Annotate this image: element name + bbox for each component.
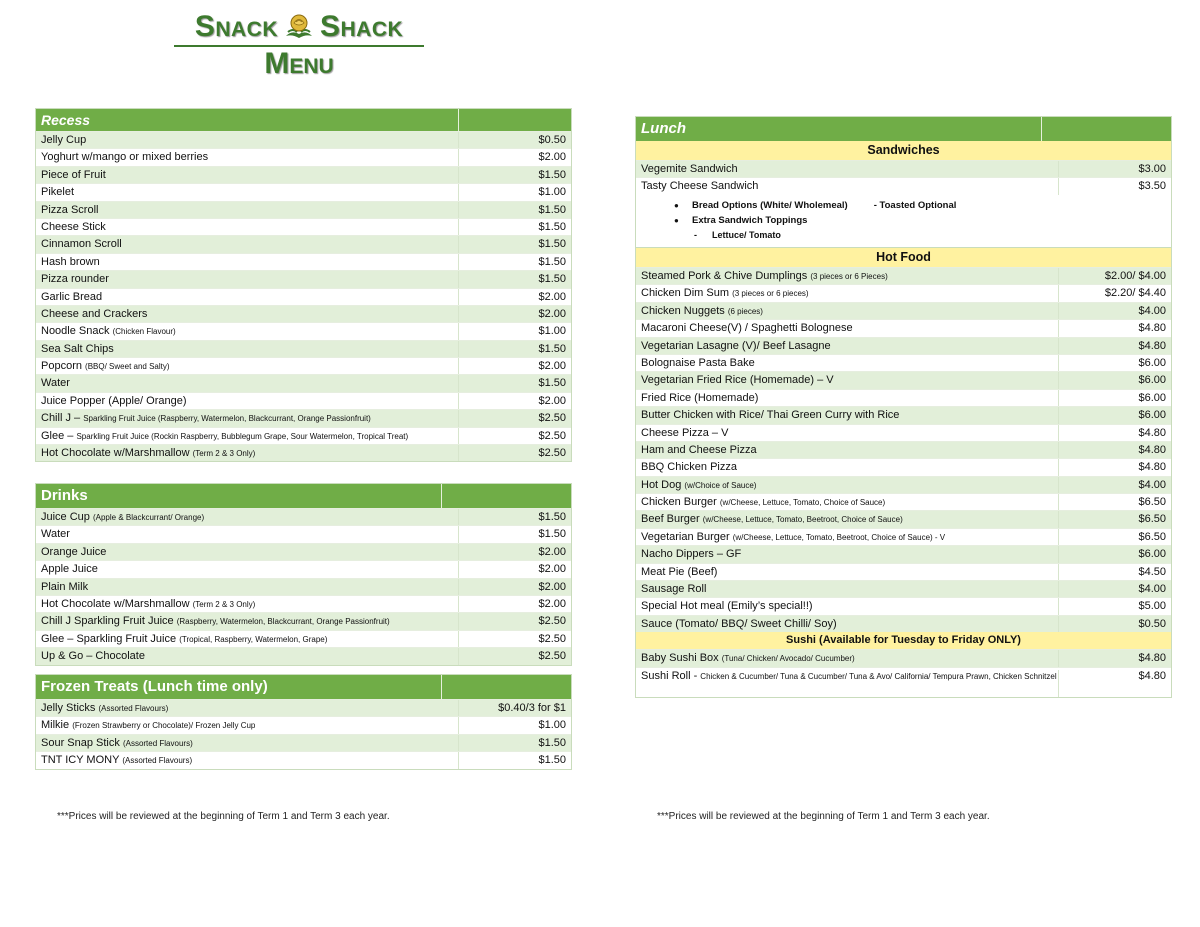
menu-item-price: $3.50 <box>1058 178 1171 194</box>
brand-right: Shack <box>320 10 404 43</box>
menu-row <box>36 183 571 200</box>
menu-item-price: $6.00 <box>1058 355 1171 371</box>
menu-item-price: $2.50 <box>458 648 571 664</box>
menu-item-price: $4.80 <box>1058 442 1171 458</box>
menu-item-price: $4.00 <box>1058 477 1171 493</box>
menu-item-note: (Frozen Strawberry or Chocolate)/ Frozen Jelly Cup <box>72 721 256 731</box>
menu-row <box>36 699 571 716</box>
menu-subtitle: Menu <box>264 47 334 80</box>
menu-row <box>36 374 571 391</box>
menu-item-price: $1.50 <box>458 219 571 235</box>
menu-item-note: Sparkling Fruit Juice (Raspberry, Watermelon, Blackcurrant, Orange Passionfruit) <box>83 414 371 424</box>
menu-item-name: Vegetarian Fried Rice (Homemade) – V <box>641 374 834 387</box>
menu-row <box>36 427 571 444</box>
lunch-heading: Lunch <box>641 120 686 137</box>
menu-item-name: Chicken Nuggets (6 pieces) <box>641 304 763 317</box>
menu-row <box>636 319 1171 336</box>
menu-item-note: Sparkling Fruit Juice (Rockin Raspberry, Bubblegum Grape, Sour Watermelon, Tropical Treat) <box>76 431 409 441</box>
menu-item-price: $0.40/3 for $1 <box>458 700 571 716</box>
sandwich-options <box>636 195 1171 247</box>
menu-item-price: $2.00 <box>458 544 571 560</box>
menu-item-note: (6 pieces) <box>727 306 763 316</box>
drinks-list <box>36 508 571 665</box>
sushi-list <box>636 649 1171 696</box>
menu-item-name: Bolognaise Pasta Bake <box>641 356 755 369</box>
menu-item-price: $1.50 <box>458 271 571 287</box>
menu-item-price: $1.50 <box>458 375 571 391</box>
menu-item-price: $4.00 <box>1058 303 1171 319</box>
menu-row <box>36 630 571 647</box>
menu-row <box>636 597 1171 614</box>
menu-item-note: (Raspberry, Watermelon, Blackcurrant, Orange Passionfruit) <box>176 617 390 627</box>
footnote-left: ***Prices will be reviewed at the beginning of Term 1 and Term 3 each year. <box>57 811 390 822</box>
sushi-heading: Sushi (Available for Tuesday to Friday ONLY) <box>636 632 1171 649</box>
menu-item-note: (Chicken Flavour) <box>112 327 176 337</box>
menu-item-note: (Term 2 & 3 Only) <box>192 599 256 609</box>
drinks-header <box>36 484 571 508</box>
menu-item-name: Cinnamon Scroll <box>41 238 122 251</box>
drinks-heading: Drinks <box>41 487 88 504</box>
menu-row <box>36 322 571 339</box>
menu-row <box>636 160 1171 177</box>
menu-item-price: $4.80 <box>1058 459 1171 475</box>
menu-item-note: (Assorted Flavours) <box>122 756 193 766</box>
menu-row <box>36 560 571 577</box>
menu-row <box>636 267 1171 284</box>
menu-item-note: (Assorted Flavours) <box>122 738 193 748</box>
menu-row <box>36 409 571 426</box>
menu-row <box>636 667 1171 697</box>
hotfood-list <box>636 267 1171 632</box>
menu-item-name: Glee – Sparkling Fruit Juice (Tropical, Raspberry, Watermelon, Grape) <box>41 632 328 645</box>
recess-header <box>36 109 571 131</box>
menu-item-price: $4.00 <box>1058 581 1171 597</box>
menu-item-note: (w/Cheese, Lettuce, Tomato, Choice of Sauce) <box>719 498 886 508</box>
menu-item-price: $2.00 <box>458 149 571 165</box>
menu-item-note: Chicken & Cucumber/ Tuna & Cucumber/ Tuna & Avo/ California/ Tempura Prawn, Chicken Schnitzel <box>700 671 1057 681</box>
menu-row <box>36 543 571 560</box>
menu-row <box>36 357 571 374</box>
menu-item-name: Noodle Snack (Chicken Flavour) <box>41 325 176 338</box>
menu-row <box>636 424 1171 441</box>
menu-row <box>636 563 1171 580</box>
menu-item-name: Chill J Sparkling Fruit Juice (Raspberry, Watermelon, Blackcurrant, Orange Passionfruit) <box>41 615 390 628</box>
menu-row <box>636 545 1171 562</box>
menu-item-price: $1.50 <box>458 509 571 525</box>
menu-item-price: $1.00 <box>458 184 571 200</box>
menu-item-price: $2.20/ $4.40 <box>1058 285 1171 301</box>
menu-row <box>636 177 1171 194</box>
menu-item-price: $2.00/ $4.00 <box>1058 268 1171 284</box>
menu-item-price: $1.50 <box>458 735 571 751</box>
menu-item-name: Pizza Scroll <box>41 203 99 216</box>
menu-row <box>636 615 1171 632</box>
menu-item-price: $6.50 <box>1058 529 1171 545</box>
menu-item-price: $2.00 <box>458 289 571 305</box>
menu-row <box>636 493 1171 510</box>
drinks-panel <box>35 483 572 666</box>
menu-row <box>36 578 571 595</box>
menu-row <box>36 218 571 235</box>
frozen-header <box>36 675 571 699</box>
menu-item-price: $4.80 <box>1058 320 1171 336</box>
menu-item-name: Glee – Sparkling Fruit Juice (Rockin Raspberry, Bubblegum Grape, Sour Watermelon, Tropical Treat) <box>41 429 409 442</box>
menu-item-name: Apple Juice <box>41 563 98 576</box>
menu-item-name: Sea Salt Chips <box>41 342 114 355</box>
menu-item-note: (w/Cheese, Lettuce, Tomato, Beetroot, Choice of Sauce) <box>702 515 903 525</box>
menu-item-name: Hot Chocolate w/Marshmallow (Term 2 & 3 Only) <box>41 597 256 610</box>
menu-item-price: $4.80 <box>1058 425 1171 441</box>
menu-item-name: Fried Rice (Homemade) <box>641 391 759 404</box>
menu-item-name: Beef Burger (w/Cheese, Lettuce, Tomato, Beetroot, Choice of Sauce) <box>641 513 903 526</box>
menu-item-name: Pikelet <box>41 186 75 199</box>
menu-item-name: Juice Cup (Apple & Blackcurrant/ Orange) <box>41 511 205 523</box>
menu-item-price: $2.50 <box>458 631 571 647</box>
menu-item-price: $6.50 <box>1058 494 1171 510</box>
menu-item-name: Jelly Cup <box>41 134 87 146</box>
menu-item-name: Cheese Stick <box>41 220 106 233</box>
menu-item-name: Vegetarian Lasagne (V)/ Beef Lasagne <box>641 339 831 352</box>
menu-item-name: Popcorn (BBQ/ Sweet and Salty) <box>41 360 170 373</box>
menu-item-name: Butter Chicken with Rice/ Thai Green Curry with Rice <box>641 409 900 422</box>
menu-item-price: $2.00 <box>458 358 571 374</box>
menu-item-price: $2.00 <box>458 561 571 577</box>
menu-item-name: Juice Popper (Apple/ Orange) <box>41 394 187 407</box>
bread-options: ● Bread Options (White/ Wholemeal) - Toasted Optional <box>674 198 1171 213</box>
menu-row <box>36 595 571 612</box>
menu-row <box>36 131 571 148</box>
menu-row <box>636 284 1171 301</box>
menu-row <box>36 340 571 357</box>
menu-row <box>36 201 571 218</box>
menu-item-price: $4.50 <box>1058 564 1171 580</box>
menu-item-name: Special Hot meal (Emily’s special!!) <box>641 600 813 613</box>
menu-item-note: (Tropical, Raspberry, Watermelon, Grape) <box>179 634 328 644</box>
menu-item-price: $4.80 <box>1058 670 1171 697</box>
menu-item-name: Pizza rounder <box>41 273 109 286</box>
menu-item-name: Chicken Burger (w/Cheese, Lettuce, Tomato, Choice of Sauce) <box>641 496 886 509</box>
menu-row <box>36 288 571 305</box>
menu-item-name: Vegetarian Burger (w/Cheese, Lettuce, Tomato, Beetroot, Choice of Sauce) - V <box>641 530 946 543</box>
menu-item-note: (BBQ/ Sweet and Salty) <box>85 362 170 372</box>
menu-item-name: Nacho Dippers – GF <box>641 548 742 561</box>
menu-item-name: Sour Snap Stick (Assorted Flavours) <box>41 736 193 749</box>
menu-row <box>636 649 1171 666</box>
menu-item-name: Yoghurt w/mango or mixed berries <box>41 151 209 164</box>
menu-item-price: $6.50 <box>1058 511 1171 527</box>
menu-item-price: $1.50 <box>458 752 571 768</box>
menu-item-name: Meat Pie (Beef) <box>641 565 718 578</box>
menu-item-price: $1.50 <box>458 202 571 218</box>
frozen-heading: Frozen Treats (Lunch time only) <box>41 678 268 695</box>
menu-item-name: Sausage Roll <box>641 583 707 596</box>
hotfood-panel <box>635 247 1172 698</box>
menu-item-price: $2.00 <box>458 596 571 612</box>
menu-item-price: $5.00 <box>1058 598 1171 614</box>
menu-item-price: $6.00 <box>1058 390 1171 406</box>
menu-item-note: (3 pieces or 6 pieces) <box>732 289 809 299</box>
menu-item-price: $2.00 <box>458 306 571 322</box>
lunch-panel <box>635 116 1172 248</box>
footnote-right: ***Prices will be reviewed at the beginning of Term 1 and Term 3 each year. <box>657 811 990 822</box>
menu-item-price: $0.50 <box>458 132 571 148</box>
menu-row <box>636 406 1171 423</box>
menu-row <box>36 444 571 461</box>
menu-row <box>636 441 1171 458</box>
menu-row <box>36 647 571 664</box>
menu-item-note: (w/Cheese, Lettuce, Tomato, Beetroot, Choice of Sauce) - V <box>732 532 946 542</box>
menu-item-price: $2.50 <box>458 613 571 629</box>
brand-left: Snack <box>194 10 278 43</box>
menu-item-price: $2.50 <box>458 428 571 444</box>
menu-item-price: $2.50 <box>458 410 571 426</box>
menu-row <box>36 612 571 629</box>
menu-item-name: Water <box>41 377 70 390</box>
menu-item-price: $2.50 <box>458 445 571 461</box>
menu-row <box>636 302 1171 319</box>
menu-row <box>636 476 1171 493</box>
menu-row <box>36 253 571 270</box>
menu-item-price: $1.00 <box>458 717 571 733</box>
menu-row <box>36 235 571 252</box>
menu-item-name: BBQ Chicken Pizza <box>641 461 737 474</box>
menu-row <box>636 337 1171 354</box>
menu-item-name: Cheese and Crackers <box>41 307 148 320</box>
menu-item-price: $6.00 <box>1058 407 1171 423</box>
menu-item-name: Cheese Pizza – V <box>641 426 729 439</box>
menu-row <box>36 716 571 733</box>
menu-item-name: Ham and Cheese Pizza <box>641 443 757 456</box>
menu-item-name: TNT ICY MONY (Assorted Flavours) <box>41 754 193 767</box>
menu-item-price: $2.00 <box>458 393 571 409</box>
sandwich-list <box>636 160 1171 195</box>
menu-item-name: Hash brown <box>41 255 100 268</box>
menu-row <box>36 270 571 287</box>
menu-item-price: $1.50 <box>458 254 571 270</box>
rose-logo-icon <box>282 10 316 44</box>
menu-row <box>36 166 571 183</box>
menu-item-name: Plain Milk <box>41 580 89 593</box>
menu-item-name: Vegemite Sandwich <box>641 163 738 175</box>
menu-item-note: (Assorted Flavours) <box>98 704 169 713</box>
menu-row <box>36 734 571 751</box>
frozen-panel <box>35 674 572 770</box>
hotfood-heading: Hot Food <box>636 248 1171 267</box>
menu-item-name: Hot Chocolate w/Marshmallow (Term 2 & 3 Only) <box>41 447 256 460</box>
menu-row <box>636 580 1171 597</box>
menu-item-name: Piece of Fruit <box>41 168 106 181</box>
menu-item-name: Hot Dog (w/Choice of Sauce) <box>641 478 757 491</box>
menu-item-name: Milkie (Frozen Strawberry or Chocolate)/ Frozen Jelly Cup <box>41 719 256 732</box>
menu-row <box>36 751 571 768</box>
menu-item-name: Garlic Bread <box>41 290 103 303</box>
recess-heading: Recess <box>41 112 91 128</box>
menu-item-name: Chill J – Sparkling Fruit Juice (Raspberry, Watermelon, Blackcurrant, Orange Passionfruit) <box>41 412 371 425</box>
menu-item-note: (Apple & Blackcurrant/ Orange) <box>92 513 205 522</box>
menu-item-price: $6.00 <box>1058 372 1171 388</box>
menu-row <box>636 371 1171 388</box>
menu-item-price: $1.00 <box>458 323 571 339</box>
menu-item-note: (w/Choice of Sauce) <box>684 480 757 490</box>
menu-item-name: Steamed Pork & Chive Dumplings (3 pieces or 6 Pieces) <box>641 270 888 282</box>
menu-row <box>636 510 1171 527</box>
menu-row <box>636 389 1171 406</box>
menu-item-name: Water <box>41 528 70 541</box>
menu-item-note: (3 pieces or 6 Pieces) <box>810 272 888 281</box>
menu-title <box>174 10 424 80</box>
menu-item-price: $4.80 <box>1058 650 1171 666</box>
lunch-header <box>636 117 1171 141</box>
menu-item-name: Orange Juice <box>41 545 107 558</box>
menu-item-name: Tasty Cheese Sandwich <box>641 180 759 193</box>
menu-item-price: $1.50 <box>458 341 571 357</box>
menu-row <box>36 305 571 322</box>
toppings-list: - Lettuce/ Tomato <box>674 228 1171 243</box>
menu-item-price: $1.50 <box>458 167 571 183</box>
menu-item-price: $1.50 <box>458 236 571 252</box>
menu-item-note: (Term 2 & 3 Only) <box>192 449 256 459</box>
extra-toppings: ● Extra Sandwich Toppings <box>674 213 1171 228</box>
menu-item-price: $4.80 <box>1058 338 1171 354</box>
menu-item-name: Baby Sushi Box (Tuna/ Chicken/ Avocado/ Cucumber) <box>641 652 855 665</box>
menu-row <box>36 525 571 542</box>
menu-row <box>36 392 571 409</box>
menu-row <box>36 148 571 165</box>
menu-item-price: $1.50 <box>458 526 571 542</box>
toasted-optional: - Toasted Optional <box>873 199 957 211</box>
menu-item-price: $0.50 <box>1058 616 1171 632</box>
menu-item-name: Sauce (Tomato/ BBQ/ Sweet Chilli/ Soy) <box>641 617 837 630</box>
recess-panel <box>35 108 572 462</box>
menu-item-name: Chicken Dim Sum (3 pieces or 6 pieces) <box>641 287 809 300</box>
menu-row <box>636 354 1171 371</box>
menu-item-note: (Tuna/ Chicken/ Avocado/ Cucumber) <box>721 654 855 664</box>
menu-row <box>36 508 571 525</box>
brand-title <box>174 10 424 44</box>
menu-row <box>636 458 1171 475</box>
menu-item-name: Sushi Roll - Chicken & Cucumber/ Tuna & Cucumber/ Tuna & Avo/ California/ Tempura Prawn, Chicken Schnitzel <box>641 669 1057 682</box>
sandwiches-heading: Sandwiches <box>636 141 1171 160</box>
frozen-list <box>36 699 571 769</box>
menu-item-name: Up & Go – Chocolate <box>41 650 145 663</box>
menu-item-name: Jelly Sticks (Assorted Flavours) <box>41 702 169 714</box>
menu-row <box>636 528 1171 545</box>
menu-item-name: Macaroni Cheese(V) / Spaghetti Bolognese <box>641 322 853 335</box>
menu-item-price: $6.00 <box>1058 546 1171 562</box>
menu-item-price: $2.00 <box>458 579 571 595</box>
recess-list <box>36 131 571 461</box>
menu-item-price: $3.00 <box>1058 161 1171 177</box>
